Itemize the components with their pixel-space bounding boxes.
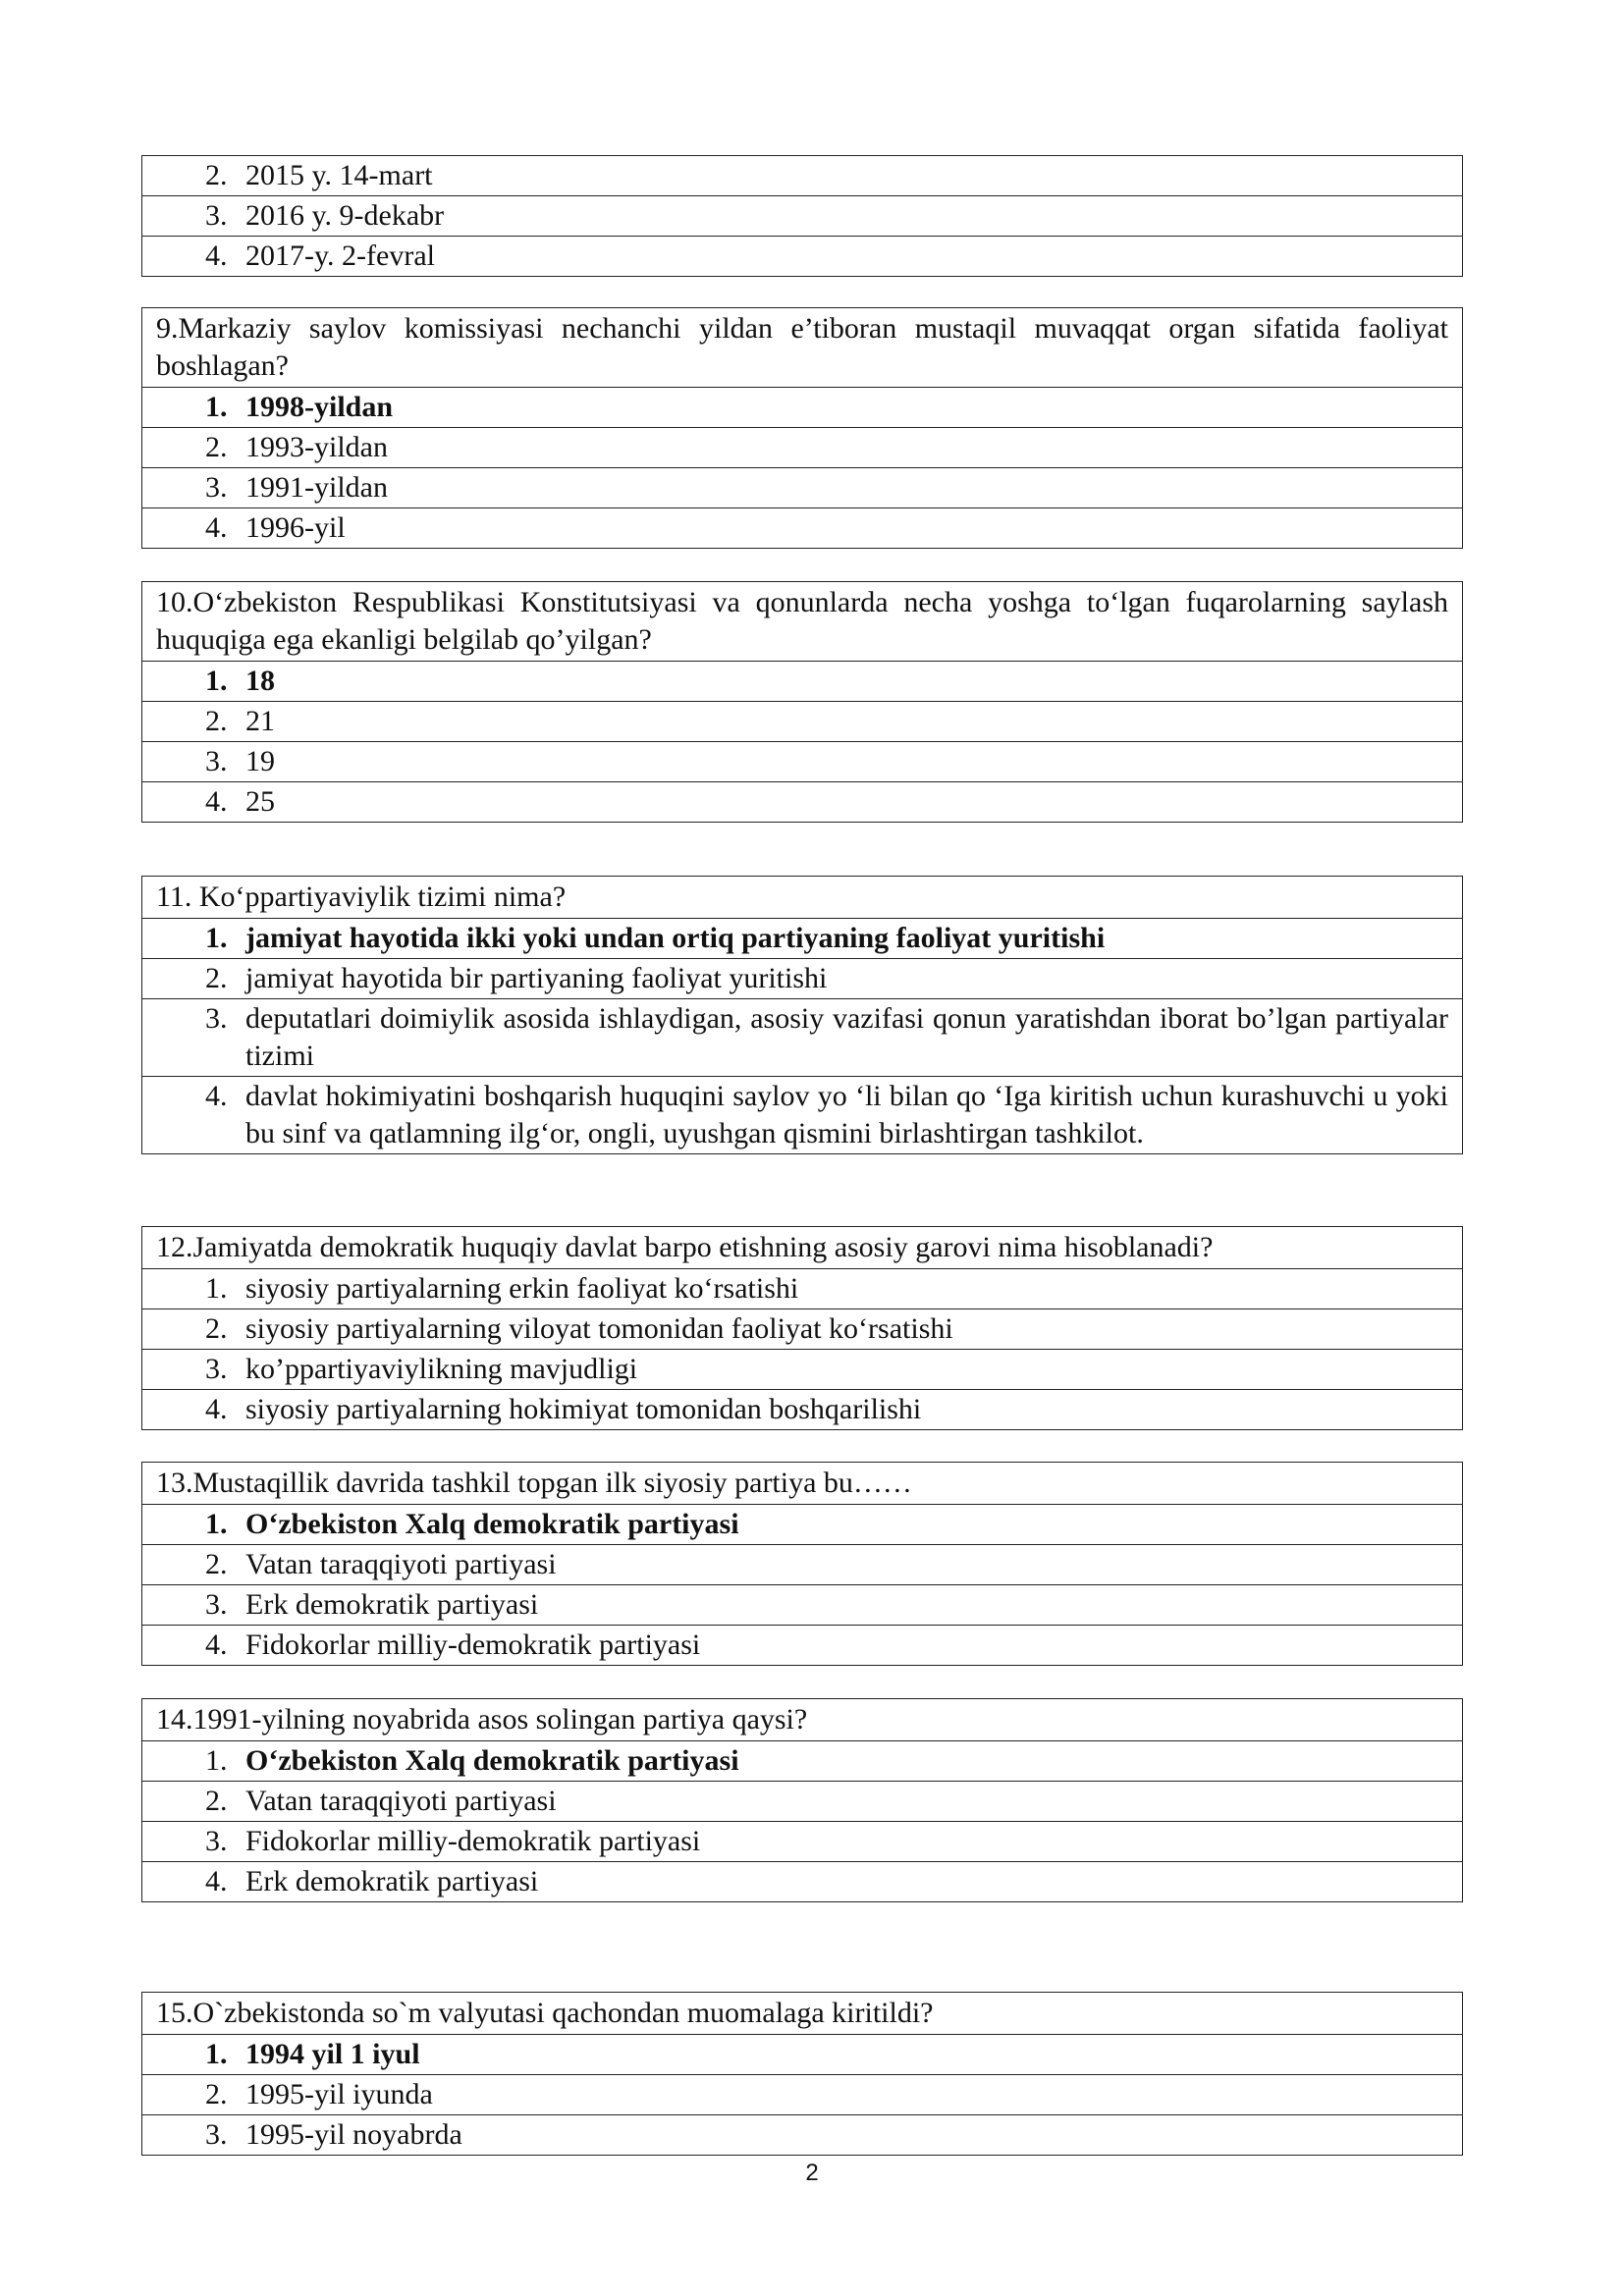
option-row xyxy=(142,701,1462,741)
option-text: davlat hokimiyatini boshqarish huquqini saylov yo ‘li bilan qo ‘Iga kiritish uchun kurashuvchi u yoki bu sinf va qatlamning ilg‘or, ongli, uyushgan qismini birlashtirgan tashkilot. xyxy=(245,1080,1448,1149)
option-text: 1995-yil iyunda xyxy=(245,2078,433,2110)
option-text: Vatan taraqqiyoti partiyasi xyxy=(245,1785,557,1817)
option-row xyxy=(142,958,1462,998)
question-12 xyxy=(141,1226,1463,1430)
option-text: O‘zbekiston Xalq demokratik partiyasi xyxy=(245,1508,739,1540)
option-row-correct xyxy=(142,662,1462,701)
option-row-correct xyxy=(142,2035,1462,2074)
option-number: 1. xyxy=(205,391,228,423)
option-text: siyosiy partiyalarning erkin faoliyat ko‘rsatishi xyxy=(245,1272,799,1305)
option-row xyxy=(142,1349,1462,1389)
option-number: 1. xyxy=(205,665,228,697)
option-number: 3. xyxy=(205,199,228,232)
option-row xyxy=(142,2114,1462,2155)
option-number: 4. xyxy=(205,1393,228,1425)
option-number: 4. xyxy=(205,511,228,544)
option-text: 1994 yil 1 iyul xyxy=(245,2038,420,2070)
option-text: 1996-yil xyxy=(245,511,346,544)
option-row xyxy=(142,1821,1462,1861)
option-row xyxy=(142,1861,1462,1901)
option-row xyxy=(142,1076,1462,1153)
option-text: deputatlari doimiylik asosida ishlaydigan, asosiy vazifasi qonun yaratishdan iborat bo’lgan partiyalar tizimi xyxy=(245,1002,1448,1072)
option-row xyxy=(142,507,1462,548)
option-row xyxy=(142,156,1462,195)
option-text: 25 xyxy=(245,785,275,818)
option-text: jamiyat hayotida ikki yoki undan ortiq partiyaning faoliyat yuritishi xyxy=(245,922,1106,954)
question-14 xyxy=(141,1698,1463,1902)
option-number: 2. xyxy=(205,431,228,463)
option-number: 4. xyxy=(205,785,228,818)
option-text: Erk demokratik partiyasi xyxy=(245,1588,539,1621)
option-text: 1995-yil noyabrda xyxy=(245,2118,462,2151)
option-text: O‘zbekiston Xalq demokratik partiyasi xyxy=(245,1744,739,1777)
option-row xyxy=(142,1781,1462,1821)
option-row xyxy=(142,467,1462,507)
option-number: 3. xyxy=(205,471,228,504)
option-row xyxy=(142,1269,1462,1308)
option-row xyxy=(142,195,1462,236)
option-number: 2. xyxy=(205,705,228,737)
question-text: 12.Jamiyatda demokratik huquqiy davlat barpo etishning asosiy garovi nima hisoblanadi? xyxy=(142,1227,1462,1269)
question-15 xyxy=(141,1992,1463,2156)
option-number: 2. xyxy=(205,1785,228,1817)
option-text: 1998-yildan xyxy=(245,391,394,423)
option-text: 21 xyxy=(245,705,275,737)
option-row-correct xyxy=(142,1505,1462,1544)
option-number: 3. xyxy=(205,1353,228,1385)
option-number: 2. xyxy=(205,159,228,191)
option-number: 3. xyxy=(205,1588,228,1621)
option-text: jamiyat hayotida bir partiyaning faoliyat yuritishi xyxy=(245,962,828,994)
option-row xyxy=(142,1741,1462,1781)
option-row xyxy=(142,1584,1462,1625)
option-row xyxy=(142,741,1462,781)
option-number: 4. xyxy=(205,240,228,272)
option-row-correct xyxy=(142,388,1462,427)
option-text: ko’ppartiyaviylikning mavjudligi xyxy=(245,1353,638,1385)
option-number: 2. xyxy=(205,1312,228,1345)
option-row xyxy=(142,2074,1462,2114)
option-number: 4. xyxy=(205,1865,228,1897)
option-row xyxy=(142,998,1462,1076)
option-text: siyosiy partiyalarning viloyat tomonidan faoliyat ko‘rsatishi xyxy=(245,1312,953,1345)
option-row xyxy=(142,1544,1462,1584)
question-text: 9.Markaziy saylov komissiyasi nechanchi yildan e’tiboran mustaqil muvaqqat organ sifatida faoliyat boshlagan? xyxy=(142,308,1462,388)
question-text: 11. Ko‘ppartiyaviylik tizimi nima? xyxy=(142,877,1462,919)
option-text: siyosiy partiyalarning hokimiyat tomonidan boshqarilishi xyxy=(245,1393,922,1425)
option-row xyxy=(142,1625,1462,1665)
option-row xyxy=(142,781,1462,822)
option-number: 4. xyxy=(205,1629,228,1661)
option-row-correct xyxy=(142,919,1462,958)
option-text: 2015 y. 14-mart xyxy=(245,159,433,191)
option-number: 1. xyxy=(205,1508,228,1540)
question-11 xyxy=(141,876,1463,1154)
question-text: 14.1991-yilning noyabrida asos solingan partiya qaysi? xyxy=(142,1699,1462,1741)
question-text: 13.Mustaqillik davrida tashkil topgan ilk siyosiy partiya bu…… xyxy=(142,1463,1462,1505)
option-text: 19 xyxy=(245,745,275,777)
question-13 xyxy=(141,1462,1463,1666)
option-text: 2016 y. 9-dekabr xyxy=(245,199,445,232)
option-number: 3. xyxy=(205,2118,228,2151)
option-text: Vatan taraqqiyoti partiyasi xyxy=(245,1548,557,1580)
question-9 xyxy=(141,307,1463,549)
option-number: 1. xyxy=(205,1744,228,1777)
option-number: 4. xyxy=(205,1080,228,1112)
option-text: 2017-y. 2-fevral xyxy=(245,240,435,272)
option-text: Fidokorlar milliy-demokratik partiyasi xyxy=(245,1629,701,1661)
option-row xyxy=(142,1389,1462,1429)
question-10 xyxy=(141,581,1463,823)
option-row xyxy=(142,427,1462,467)
option-row xyxy=(142,236,1462,276)
option-number: 1. xyxy=(205,922,228,954)
question-text: 15.O`zbekistonda so`m valyutasi qachondan muomalaga kiritildi? xyxy=(142,1993,1462,2035)
question-8-options xyxy=(141,155,1463,277)
option-text: 18 xyxy=(245,665,275,697)
option-text: 1991-yildan xyxy=(245,471,388,504)
option-number: 3. xyxy=(205,1825,228,1857)
option-number: 2. xyxy=(205,962,228,994)
option-number: 3. xyxy=(205,1002,228,1035)
option-number: 1. xyxy=(205,2038,228,2070)
option-text: Erk demokratik partiyasi xyxy=(245,1865,539,1897)
page-number: 2 xyxy=(805,2160,819,2186)
option-number: 2. xyxy=(205,1548,228,1580)
option-number: 1. xyxy=(205,1272,228,1305)
option-number: 2. xyxy=(205,2078,228,2110)
option-text: Fidokorlar milliy-demokratik partiyasi xyxy=(245,1825,701,1857)
option-number: 3. xyxy=(205,745,228,777)
option-text: 1993-yildan xyxy=(245,431,388,463)
question-text: 10.O‘zbekiston Respublikasi Konstitutsiyasi va qonunlarda necha yoshga to‘lgan fuqarolarning saylash huquqiga ega ekanligi belgilab qo’yilgan? xyxy=(142,582,1462,662)
option-row xyxy=(142,1308,1462,1349)
